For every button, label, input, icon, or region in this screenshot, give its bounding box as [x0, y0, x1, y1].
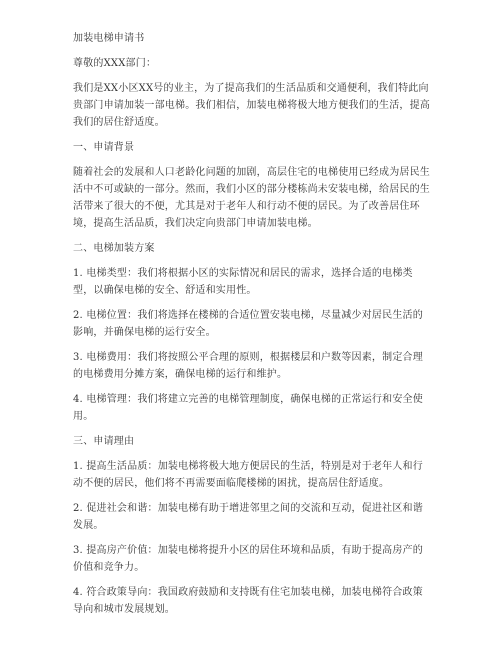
section-heading-plan: 二、电梯加装方案 [73, 243, 155, 254]
intro-paragraph: 我们是XX小区XX号的业主，为了提高我们的生活品质和交通便利，我们特此向贵部门申请加装一部电梯。我们相信，加装电梯将极大地方便我们的生活，提高我们的居住舒适度。 [73, 83, 430, 128]
document-title: 加装电梯申请书 [73, 33, 145, 44]
plan-item-location: 2. 电梯位置：我们将选择在楼梯的合适位置安装电梯，尽量减少对居民生活的影响，并确保电梯的运行安全。 [73, 310, 423, 338]
plan-item-type: 1. 电梯类型：我们将根据小区的实际情况和居民的需求，选择合适的电梯类型，以确保电梯的安全、舒适和实用性。 [73, 268, 413, 296]
reason-item-policy: 4. 符合政策导向：我国政府鼓励和支持既有住宅加装电梯，加装电梯符合政策导向和城市发展规划。 [73, 587, 423, 615]
background-paragraph: 随着社会的发展和人口老龄化问题的加剧，高层住宅的电梯使用已经成为居民生活中不可或缺的一部分。然而，我们小区的部分楼栋尚未安装电梯，给居民的生活带来了很大的不便，尤其是对于老年人和行动不便的居民。为了改善居住环境，提高生活品质，我们决定向贵部门申请加装电梯。 [73, 167, 430, 229]
section-heading-background: 一、申请背景 [73, 142, 135, 153]
salutation: 尊敬的XXX部门： [73, 58, 157, 69]
plan-item-cost: 3. 电梯费用：我们将按照公平合理的原则，根据楼层和户数等因素，制定合理的电梯费用分摊方案，确保电梯的运行和维护。 [73, 352, 423, 380]
plan-item-management: 4. 电梯管理：我们将建立完善的电梯管理制度，确保电梯的正常运行和安全使用。 [73, 394, 423, 422]
section-heading-reasons: 三、申请理由 [73, 436, 135, 447]
reason-item-quality: 1. 提高生活品质：加装电梯将极大地方便居民的生活，特别是对于老年人和行动不便的居民，他们将不再需要面临爬楼梯的困扰，提高居住舒适度。 [73, 461, 423, 489]
reason-item-value: 3. 提高房产价值：加装电梯将提升小区的居住环境和品质，有助于提高房产的价值和竞争力。 [73, 545, 423, 573]
reason-item-harmony: 2. 促进社会和谐：加装电梯有助于增进邻里之间的交流和互动，促进社区和谐发展。 [73, 503, 423, 531]
document-body [73, 30, 433, 626]
